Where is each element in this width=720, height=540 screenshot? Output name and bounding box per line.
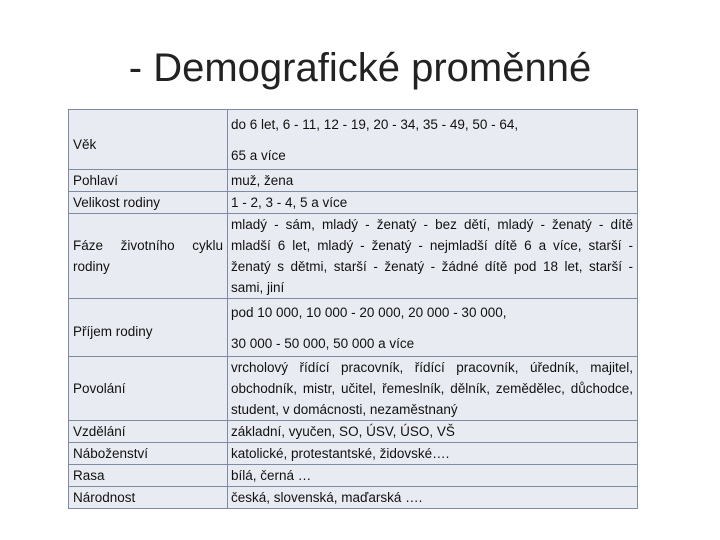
row-label: Velikost rodiny <box>69 192 228 214</box>
row-label: Pohlaví <box>69 170 228 192</box>
row-label: Fáze životního cyklu rodiny <box>69 214 228 299</box>
value-line: do 6 let, 6 - 11, 12 - 19, 20 - 34, 35 - 49, 50 - 64, <box>231 116 519 132</box>
row-value: 1 - 2, 3 - 4, 5 a více <box>228 192 638 214</box>
row-value: bílá, černá … <box>228 465 638 487</box>
row-value: katolické, protestantské, židovské…. <box>228 443 638 465</box>
row-value <box>228 299 638 357</box>
table-row-gender <box>69 170 638 192</box>
table-row-education <box>69 421 638 443</box>
table-row-occupation <box>69 357 638 421</box>
row-label: Povolání <box>69 357 228 421</box>
table-row-nationality <box>69 487 638 509</box>
table-row-age <box>69 110 638 170</box>
value-line: 30 000 - 50 000, 50 000 a více <box>231 335 415 351</box>
table-row-race <box>69 465 638 487</box>
row-label: Náboženství <box>69 443 228 465</box>
row-label: Národnost <box>69 487 228 509</box>
table-row-family-size <box>69 192 638 214</box>
table-row-life-cycle <box>69 214 638 299</box>
page-title: - Demografické proměnné <box>128 46 592 90</box>
row-value: muž, žena <box>228 170 638 192</box>
demographic-variables-table <box>68 109 638 509</box>
row-value: mladý - sám, mladý - ženatý - bez dětí, mladý - ženatý - dítě mladší 6 let, mladý - ženatý - nejmladší dítě 6 a více, starší - ženatý s dětmi, starší - ženatý - žádné dítě pod 18 let, starší - sami, jiní <box>228 214 638 299</box>
row-value <box>228 110 638 170</box>
table-row-income <box>69 299 638 357</box>
value-line: pod 10 000, 10 000 - 20 000, 20 000 - 30 000, <box>231 304 507 320</box>
row-label: Věk <box>69 110 228 170</box>
row-value: vrcholový řídící pracovník, řídící pracovník, úředník, majitel, obchodník, mistr, učitel, řemeslník, dělník, zemědělec, důchodce, student, v domácnosti, nezaměstnaný <box>228 357 638 421</box>
row-value: česká, slovenská, maďarská …. <box>228 487 638 509</box>
row-label: Příjem rodiny <box>69 299 228 357</box>
row-value: základní, vyučen, SO, ÚSV, ÚSO, VŠ <box>228 421 638 443</box>
table-row-religion <box>69 443 638 465</box>
row-label: Vzdělání <box>69 421 228 443</box>
value-line: 65 a více <box>231 147 286 163</box>
row-label: Rasa <box>69 465 228 487</box>
